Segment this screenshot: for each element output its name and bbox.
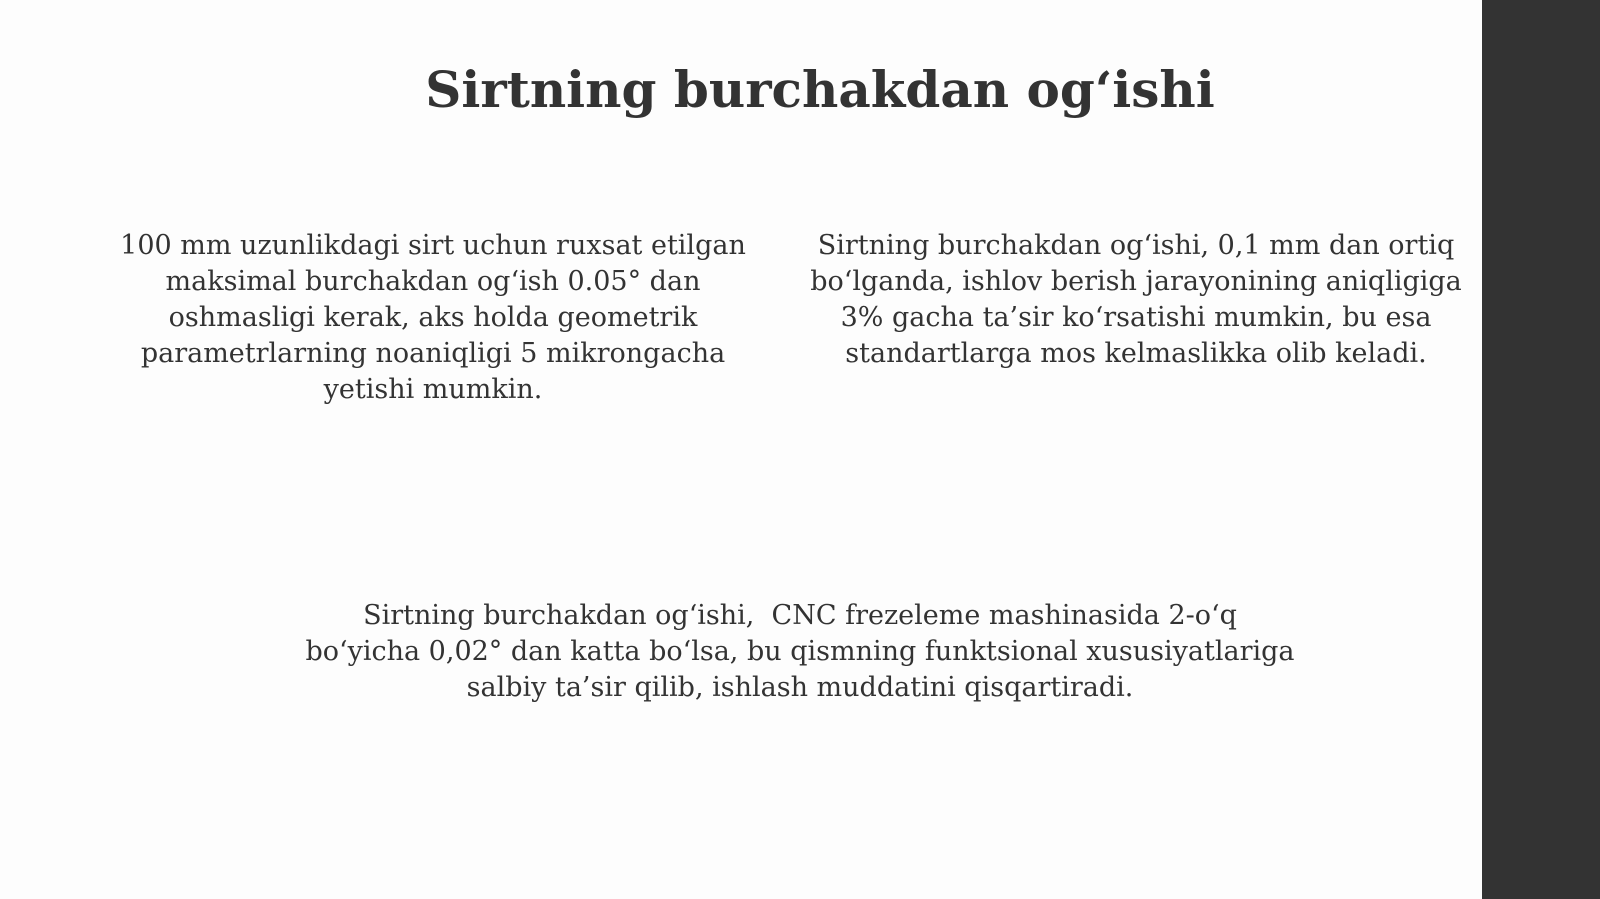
paragraph-right-line: 3% gacha ta’sir ko‘rsatishi mumkin, bu esa	[840, 302, 1432, 333]
paragraph-bottom-line: bo‘yicha 0,02° dan katta bo‘lsa, bu qismning funktsional xususiyatlariga	[305, 636, 1295, 667]
slide-title: Sirtning burchakdan og‘ishi	[425, 60, 1215, 119]
paragraph-bottom-line: salbiy ta’sir qilib, ishlash muddatini qisqartiradi.	[466, 672, 1134, 703]
paragraph-right-line: bo‘lganda, ishlov berish jarayonining aniqligiga	[810, 266, 1462, 297]
paragraph-right-line: standartlarga mos kelmaslikka olib keladi.	[845, 338, 1427, 369]
side-bar	[1482, 0, 1600, 899]
paragraph-left: 100 mm uzunlikdagi sirt uchun ruxsat etilgan maksimal burchakdan og‘ish 0.05° dan oshmasligi kerak, aks holda geometrik parametrlarning noaniqligi 5 mikrongacha yetishi mumkin.	[120, 230, 746, 405]
paragraph-right	[790, 228, 1482, 372]
paragraph-bottom	[250, 598, 1350, 706]
paragraph-right-line: Sirtning burchakdan og‘ishi, 0,1 mm dan ortiq	[817, 230, 1455, 261]
paragraph-bottom-line: Sirtning burchakdan og‘ishi, CNC frezeleme mashinasida 2-o‘q	[363, 600, 1237, 631]
